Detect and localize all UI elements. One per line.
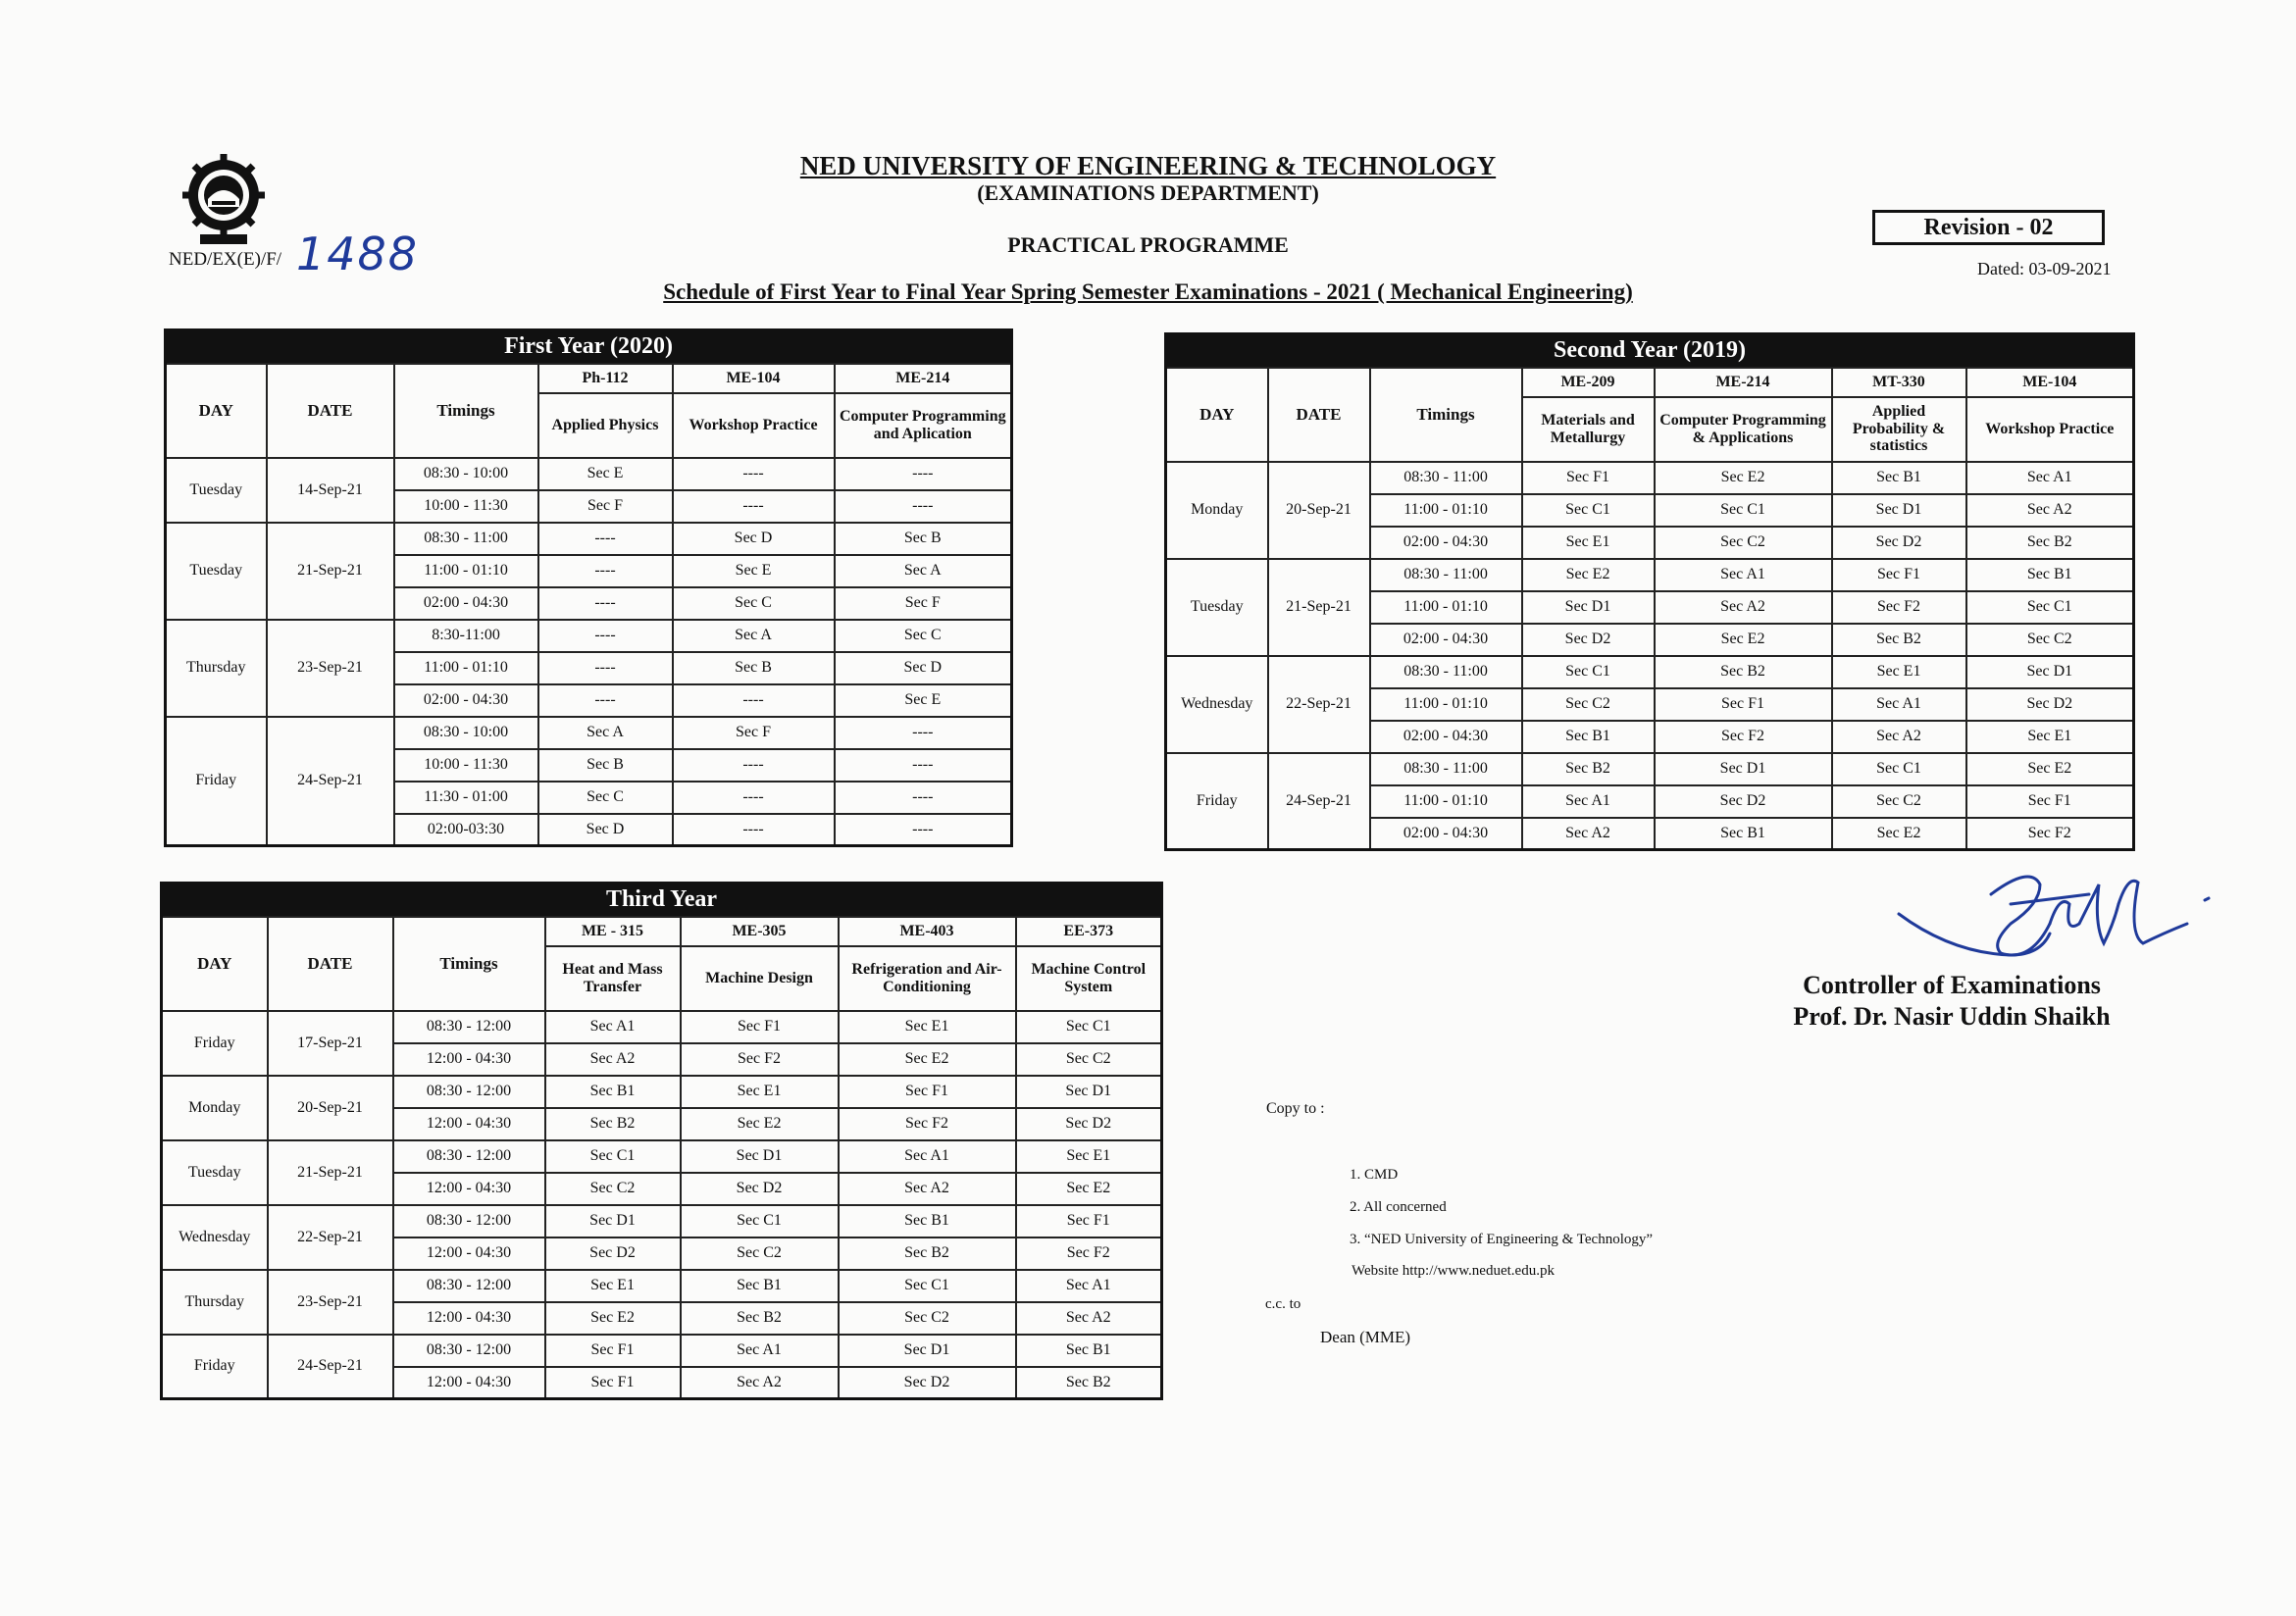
day-cell: Monday xyxy=(162,1076,268,1140)
copy-item-all-concerned: 2. All concerned xyxy=(1350,1199,1447,1215)
table-title: First Year (2020) xyxy=(166,330,1012,364)
section-cell: Sec E xyxy=(673,555,835,587)
course-name: Applied Physics xyxy=(538,393,673,458)
section-cell: Sec B2 xyxy=(1832,624,1966,656)
course-name: Refrigeration and Air-Conditioning xyxy=(839,946,1016,1011)
section-cell: Sec C1 xyxy=(681,1205,839,1237)
department-name: (EXAMINATIONS DEPARTMENT) xyxy=(977,180,1319,205)
section-cell: Sec C xyxy=(835,620,1012,652)
timing-cell: 02:00 - 04:30 xyxy=(394,587,538,620)
timing-cell: 08:30 - 12:00 xyxy=(393,1140,545,1173)
timing-cell: 11:30 - 01:00 xyxy=(394,782,538,814)
section-cell: Sec D2 xyxy=(681,1173,839,1205)
signature-image xyxy=(1893,865,2217,973)
section-cell: Sec E2 xyxy=(1016,1173,1162,1205)
course-name: Computer Programming and Aplication xyxy=(835,393,1012,458)
third-year-table xyxy=(160,882,1163,1400)
section-cell: Sec A2 xyxy=(1522,818,1655,850)
section-cell: Sec B2 xyxy=(545,1108,681,1140)
section-cell: Sec E1 xyxy=(1966,721,2134,753)
section-cell: Sec B xyxy=(673,652,835,684)
header-date: DATE xyxy=(268,917,393,1011)
section-cell: Sec B1 xyxy=(1832,462,1966,494)
timing-cell: 08:30 - 11:00 xyxy=(1370,753,1522,785)
section-cell: Sec B2 xyxy=(1016,1367,1162,1399)
section-cell: Sec C1 xyxy=(1522,494,1655,527)
timing-cell: 08:30 - 11:00 xyxy=(1370,462,1522,494)
section-cell: Sec D2 xyxy=(839,1367,1016,1399)
section-cell: Sec C xyxy=(538,782,673,814)
section-cell: Sec E1 xyxy=(1522,527,1655,559)
section-cell: ---- xyxy=(835,717,1012,749)
course-name: Computer Programming & Applications xyxy=(1655,397,1832,462)
section-cell: Sec D2 xyxy=(1966,688,2134,721)
section-cell: Sec B2 xyxy=(839,1237,1016,1270)
section-cell: Sec A1 xyxy=(1966,462,2134,494)
section-cell: ---- xyxy=(538,555,673,587)
timing-cell: 10:00 - 11:30 xyxy=(394,749,538,782)
timing-cell: 10:00 - 11:30 xyxy=(394,490,538,523)
day-cell: Wednesday xyxy=(162,1205,268,1270)
section-cell: Sec A1 xyxy=(839,1140,1016,1173)
copy-item-website-url: Website http://www.neduet.edu.pk xyxy=(1352,1263,1555,1279)
timing-cell: 02:00 - 04:30 xyxy=(1370,527,1522,559)
table-row xyxy=(166,458,1012,490)
section-cell: Sec D1 xyxy=(1832,494,1966,527)
timing-cell: 8:30-11:00 xyxy=(394,620,538,652)
section-cell: Sec F2 xyxy=(839,1108,1016,1140)
section-cell: Sec D2 xyxy=(1832,527,1966,559)
section-cell: Sec C1 xyxy=(1655,494,1832,527)
section-cell: ---- xyxy=(673,749,835,782)
section-cell: Sec E xyxy=(538,458,673,490)
section-cell: Sec D1 xyxy=(545,1205,681,1237)
section-cell: Sec E xyxy=(835,684,1012,717)
day-cell: Thursday xyxy=(162,1270,268,1335)
section-cell: Sec F1 xyxy=(1655,688,1832,721)
course-name: Applied Probability & statistics xyxy=(1832,397,1966,462)
table-row xyxy=(162,1270,1162,1302)
day-cell: Monday xyxy=(1166,462,1268,559)
section-cell: Sec A xyxy=(538,717,673,749)
section-cell: ---- xyxy=(538,620,673,652)
day-cell: Friday xyxy=(162,1335,268,1399)
table-row xyxy=(162,1140,1162,1173)
date-cell: 23-Sep-21 xyxy=(267,620,394,717)
table-row xyxy=(162,1205,1162,1237)
section-cell: ---- xyxy=(835,782,1012,814)
section-cell: Sec E1 xyxy=(681,1076,839,1108)
day-cell: Friday xyxy=(1166,753,1268,850)
day-cell: Tuesday xyxy=(162,1140,268,1205)
section-cell: Sec D1 xyxy=(1522,591,1655,624)
section-cell: Sec F1 xyxy=(1832,559,1966,591)
section-cell: Sec A xyxy=(835,555,1012,587)
section-cell: Sec B1 xyxy=(1655,818,1832,850)
section-cell: Sec B xyxy=(538,749,673,782)
timing-cell: 08:30 - 10:00 xyxy=(394,717,538,749)
section-cell: Sec B2 xyxy=(681,1302,839,1335)
timing-cell: 11:00 - 01:10 xyxy=(1370,494,1522,527)
programme-title: PRACTICAL PROGRAMME xyxy=(1007,232,1289,257)
date-cell: 24-Sep-21 xyxy=(1268,753,1370,850)
cc-label: c.c. to xyxy=(1265,1296,1301,1312)
section-cell: Sec C2 xyxy=(1966,624,2134,656)
course-code: ME-104 xyxy=(673,364,835,393)
section-cell: Sec B1 xyxy=(1966,559,2134,591)
section-cell: ---- xyxy=(673,458,835,490)
day-cell: Tuesday xyxy=(166,458,267,523)
header-timings: Timings xyxy=(394,364,538,458)
section-cell: Sec A1 xyxy=(1832,688,1966,721)
section-cell: Sec A2 xyxy=(1655,591,1832,624)
section-cell: Sec B2 xyxy=(1655,656,1832,688)
table-row xyxy=(1166,462,2134,494)
section-cell: Sec E1 xyxy=(839,1011,1016,1043)
timing-cell: 08:30 - 10:00 xyxy=(394,458,538,490)
section-cell: Sec A2 xyxy=(681,1367,839,1399)
section-cell: ---- xyxy=(835,749,1012,782)
section-cell: Sec A1 xyxy=(1655,559,1832,591)
section-cell: Sec B1 xyxy=(839,1205,1016,1237)
section-cell: Sec D xyxy=(538,814,673,846)
timing-cell: 12:00 - 04:30 xyxy=(393,1302,545,1335)
section-cell: ---- xyxy=(538,684,673,717)
section-cell: Sec F xyxy=(538,490,673,523)
signatory-title: Controller of Examinations xyxy=(1803,971,2101,999)
section-cell: Sec F1 xyxy=(1522,462,1655,494)
date-cell: 21-Sep-21 xyxy=(268,1140,393,1205)
course-name: Machine Control System xyxy=(1016,946,1162,1011)
timing-cell: 08:30 - 11:00 xyxy=(1370,656,1522,688)
timing-cell: 11:00 - 01:10 xyxy=(394,652,538,684)
table-row xyxy=(166,717,1012,749)
timing-cell: 11:00 - 01:10 xyxy=(394,555,538,587)
reference-number-handwritten: 1488 xyxy=(296,227,420,280)
section-cell: ---- xyxy=(673,684,835,717)
section-cell: Sec F1 xyxy=(681,1011,839,1043)
timing-cell: 12:00 - 04:30 xyxy=(393,1237,545,1270)
section-cell: Sec D1 xyxy=(1016,1076,1162,1108)
section-cell: Sec E2 xyxy=(1832,818,1966,850)
timing-cell: 02:00 - 04:30 xyxy=(1370,818,1522,850)
signatory-name: Prof. Dr. Nasir Uddin Shaikh xyxy=(1793,1002,2111,1031)
table-row xyxy=(1166,753,2134,785)
section-cell: Sec D2 xyxy=(1016,1108,1162,1140)
course-name: Machine Design xyxy=(681,946,839,1011)
timing-cell: 11:00 - 01:10 xyxy=(1370,688,1522,721)
section-cell: Sec F1 xyxy=(545,1367,681,1399)
section-cell: Sec E2 xyxy=(681,1108,839,1140)
schedule-title: Schedule of First Year to Final Year Spring Semester Examinations - 2021 ( Mechanical Engineering) xyxy=(663,279,1633,304)
section-cell: Sec D1 xyxy=(681,1140,839,1173)
timing-cell: 12:00 - 04:30 xyxy=(393,1043,545,1076)
section-cell: Sec E2 xyxy=(839,1043,1016,1076)
table-title: Third Year xyxy=(162,884,1162,917)
day-cell: Thursday xyxy=(166,620,267,717)
section-cell: Sec B1 xyxy=(681,1270,839,1302)
section-cell: Sec B2 xyxy=(1522,753,1655,785)
date-cell: 24-Sep-21 xyxy=(268,1335,393,1399)
section-cell: Sec A2 xyxy=(1966,494,2134,527)
course-code: EE-373 xyxy=(1016,917,1162,946)
table-row xyxy=(166,523,1012,555)
table-title-row xyxy=(166,330,1012,364)
section-cell: Sec B xyxy=(835,523,1012,555)
course-code-row xyxy=(1166,368,2134,397)
section-cell: Sec F xyxy=(673,717,835,749)
section-cell: Sec C2 xyxy=(1655,527,1832,559)
section-cell: Sec F2 xyxy=(1832,591,1966,624)
course-code: ME-214 xyxy=(835,364,1012,393)
date-cell: 21-Sep-21 xyxy=(1268,559,1370,656)
timing-cell: 08:30 - 12:00 xyxy=(393,1011,545,1043)
reference-prefix: NED/EX(E)/F/ xyxy=(169,249,282,270)
section-cell: Sec E2 xyxy=(1655,624,1832,656)
timing-cell: 08:30 - 12:00 xyxy=(393,1335,545,1367)
course-name: Materials and Metallurgy xyxy=(1522,397,1655,462)
timing-cell: 08:30 - 11:00 xyxy=(1370,559,1522,591)
course-code: ME-209 xyxy=(1522,368,1655,397)
course-code: ME - 315 xyxy=(545,917,681,946)
table-title: Second Year (2019) xyxy=(1166,334,2134,368)
section-cell: Sec D2 xyxy=(1522,624,1655,656)
section-cell: ---- xyxy=(673,490,835,523)
date-cell: 22-Sep-21 xyxy=(268,1205,393,1270)
course-name: Workshop Practice xyxy=(1966,397,2134,462)
section-cell: Sec F1 xyxy=(1016,1205,1162,1237)
date-cell: 21-Sep-21 xyxy=(267,523,394,620)
section-cell: Sec A2 xyxy=(1832,721,1966,753)
course-name: Heat and Mass Transfer xyxy=(545,946,681,1011)
section-cell: ---- xyxy=(673,782,835,814)
day-cell: Friday xyxy=(162,1011,268,1076)
timing-cell: 08:30 - 12:00 xyxy=(393,1270,545,1302)
course-code: ME-305 xyxy=(681,917,839,946)
timing-cell: 08:30 - 12:00 xyxy=(393,1205,545,1237)
section-cell: Sec B1 xyxy=(545,1076,681,1108)
table-row xyxy=(162,1011,1162,1043)
cc-item-dean: Dean (MME) xyxy=(1320,1328,1411,1346)
section-cell: ---- xyxy=(673,814,835,846)
copy-item-cmd: 1. CMD xyxy=(1350,1167,1399,1183)
section-cell: Sec F2 xyxy=(681,1043,839,1076)
date-cell: 20-Sep-21 xyxy=(268,1076,393,1140)
date-cell: 24-Sep-21 xyxy=(267,717,394,846)
course-code-row xyxy=(162,917,1162,946)
timing-cell: 02:00 - 04:30 xyxy=(1370,721,1522,753)
table-row xyxy=(162,1076,1162,1108)
section-cell: Sec D xyxy=(835,652,1012,684)
course-code-row xyxy=(166,364,1012,393)
date-cell: 17-Sep-21 xyxy=(268,1011,393,1076)
table-title-row xyxy=(1166,334,2134,368)
section-cell: Sec C1 xyxy=(839,1270,1016,1302)
section-cell: Sec F2 xyxy=(1016,1237,1162,1270)
header-timings: Timings xyxy=(1370,368,1522,462)
copy-item-website-title: 3. “NED University of Engineering & Technology” xyxy=(1350,1232,1654,1247)
section-cell: Sec D1 xyxy=(1966,656,2134,688)
date-cell: 22-Sep-21 xyxy=(1268,656,1370,753)
second-year-table xyxy=(1164,332,2135,851)
header-timings: Timings xyxy=(393,917,545,1011)
timing-cell: 12:00 - 04:30 xyxy=(393,1108,545,1140)
day-cell: Wednesday xyxy=(1166,656,1268,753)
university-name: NED UNIVERSITY OF ENGINEERING & TECHNOLOGY xyxy=(799,151,1497,180)
course-code: ME-104 xyxy=(1966,368,2134,397)
section-cell: Sec E2 xyxy=(1966,753,2134,785)
timing-cell: 11:00 - 01:10 xyxy=(1370,591,1522,624)
day-cell: Tuesday xyxy=(166,523,267,620)
section-cell: Sec C2 xyxy=(681,1237,839,1270)
table-row xyxy=(1166,559,2134,591)
section-cell: Sec F2 xyxy=(1966,818,2134,850)
course-code: ME-214 xyxy=(1655,368,1832,397)
day-cell: Friday xyxy=(166,717,267,846)
date-cell: 14-Sep-21 xyxy=(267,458,394,523)
section-cell: Sec A xyxy=(673,620,835,652)
section-cell: Sec A1 xyxy=(545,1011,681,1043)
table-title-row xyxy=(162,884,1162,917)
section-cell: Sec C1 xyxy=(1016,1011,1162,1043)
header-day: DAY xyxy=(1166,368,1268,462)
table-row xyxy=(162,1335,1162,1367)
section-cell: Sec C1 xyxy=(545,1140,681,1173)
section-cell: Sec A1 xyxy=(1016,1270,1162,1302)
section-cell: Sec A1 xyxy=(681,1335,839,1367)
timing-cell: 02:00 - 04:30 xyxy=(394,684,538,717)
table-row xyxy=(166,620,1012,652)
section-cell: ---- xyxy=(538,587,673,620)
header-day: DAY xyxy=(166,364,267,458)
section-cell: Sec E1 xyxy=(545,1270,681,1302)
section-cell: Sec C2 xyxy=(1016,1043,1162,1076)
header-date: DATE xyxy=(267,364,394,458)
section-cell: Sec B1 xyxy=(1016,1335,1162,1367)
header-date: DATE xyxy=(1268,368,1370,462)
section-cell: Sec E1 xyxy=(1832,656,1966,688)
section-cell: Sec A1 xyxy=(1522,785,1655,818)
section-cell: Sec A2 xyxy=(545,1043,681,1076)
section-cell: Sec C2 xyxy=(1522,688,1655,721)
course-name: Workshop Practice xyxy=(673,393,835,458)
section-cell: Sec D2 xyxy=(1655,785,1832,818)
timing-cell: 08:30 - 12:00 xyxy=(393,1076,545,1108)
section-cell: Sec B1 xyxy=(1522,721,1655,753)
section-cell: Sec F1 xyxy=(839,1076,1016,1108)
section-cell: Sec C2 xyxy=(545,1173,681,1205)
course-code: Ph-112 xyxy=(538,364,673,393)
section-cell: Sec F2 xyxy=(1655,721,1832,753)
section-cell: ---- xyxy=(835,490,1012,523)
timing-cell: 12:00 - 04:30 xyxy=(393,1173,545,1205)
timing-cell: 02:00-03:30 xyxy=(394,814,538,846)
section-cell: ---- xyxy=(835,814,1012,846)
section-cell: ---- xyxy=(538,652,673,684)
section-cell: ---- xyxy=(835,458,1012,490)
timing-cell: 12:00 - 04:30 xyxy=(393,1367,545,1399)
dated-label: Dated: 03-09-2021 xyxy=(1977,259,2112,278)
section-cell: Sec E2 xyxy=(545,1302,681,1335)
copy-to-label: Copy to : xyxy=(1266,1100,1325,1117)
date-cell: 20-Sep-21 xyxy=(1268,462,1370,559)
section-cell: Sec C1 xyxy=(1522,656,1655,688)
section-cell: Sec A2 xyxy=(1016,1302,1162,1335)
day-cell: Tuesday xyxy=(1166,559,1268,656)
section-cell: Sec F xyxy=(835,587,1012,620)
course-code: MT-330 xyxy=(1832,368,1966,397)
section-cell: Sec C2 xyxy=(839,1302,1016,1335)
section-cell: Sec A2 xyxy=(839,1173,1016,1205)
section-cell: Sec C1 xyxy=(1966,591,2134,624)
timing-cell: 11:00 - 01:10 xyxy=(1370,785,1522,818)
timing-cell: 02:00 - 04:30 xyxy=(1370,624,1522,656)
section-cell: Sec E2 xyxy=(1655,462,1832,494)
section-cell: Sec C2 xyxy=(1832,785,1966,818)
section-cell: ---- xyxy=(538,523,673,555)
section-cell: Sec D2 xyxy=(545,1237,681,1270)
course-code: ME-403 xyxy=(839,917,1016,946)
date-cell: 23-Sep-21 xyxy=(268,1270,393,1335)
section-cell: Sec C xyxy=(673,587,835,620)
section-cell: Sec D1 xyxy=(839,1335,1016,1367)
section-cell: Sec F1 xyxy=(1966,785,2134,818)
section-cell: Sec D xyxy=(673,523,835,555)
table-row xyxy=(1166,656,2134,688)
section-cell: Sec E1 xyxy=(1016,1140,1162,1173)
section-cell: Sec D1 xyxy=(1655,753,1832,785)
section-cell: Sec F1 xyxy=(545,1335,681,1367)
section-cell: Sec E2 xyxy=(1522,559,1655,591)
section-cell: Sec C1 xyxy=(1832,753,1966,785)
header-day: DAY xyxy=(162,917,268,1011)
first-year-table xyxy=(164,328,1013,847)
section-cell: Sec B2 xyxy=(1966,527,2134,559)
revision-badge: Revision - 02 xyxy=(1872,210,2105,245)
timing-cell: 08:30 - 11:00 xyxy=(394,523,538,555)
